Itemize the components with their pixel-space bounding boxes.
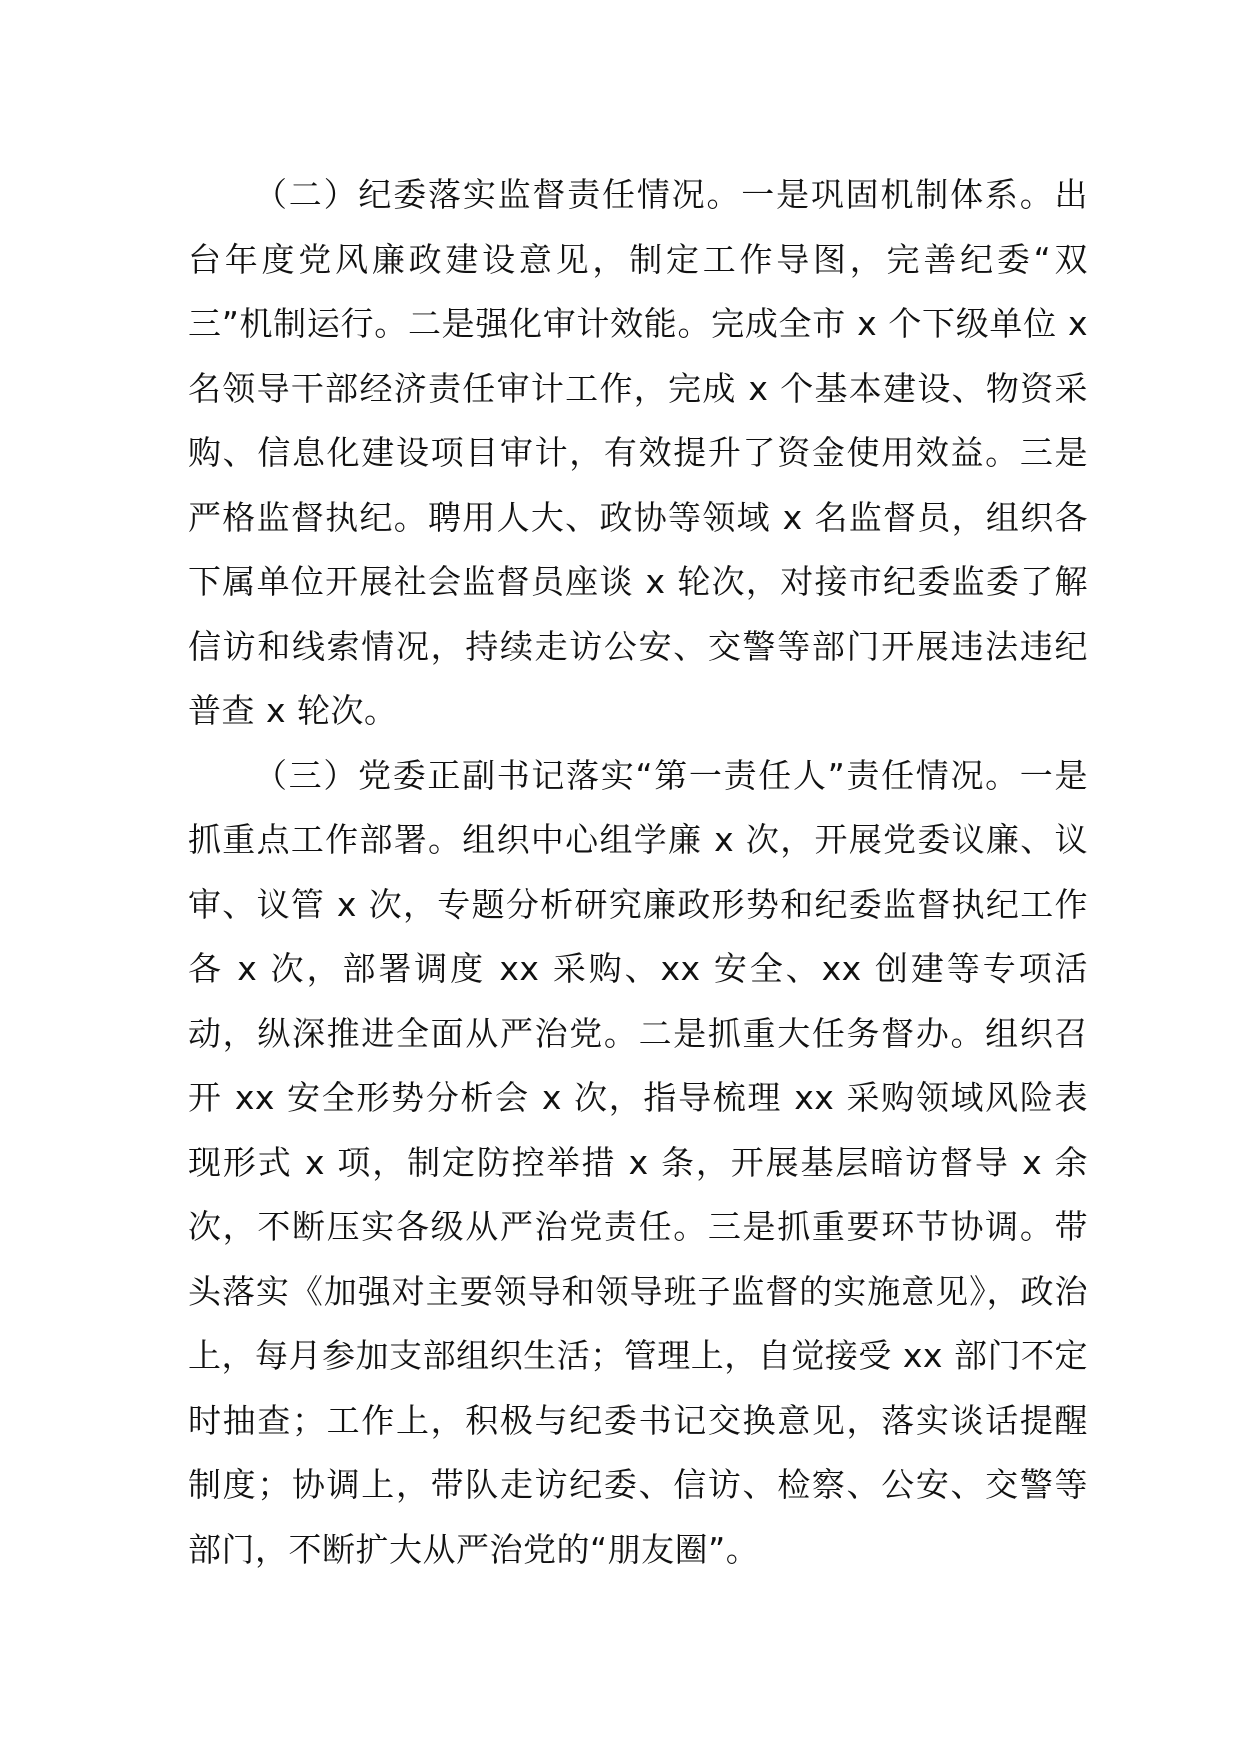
paragraph-discipline-committee-supervision: （二）纪委落实监督责任情况。一是巩固机制体系。出台年度党风廉政建设意见，制定工作导图，完善纪委“双三”机制运行。二是强化审计效能。完成全市 x 个下级单位 x 名领导干部经济责任审计工作，完成 x 个基本建设、物资采购、信息化建设项目审计，有效提升了资金使用效益。三是严格监督执纪。聘用人大、政协等领域 x 名监督员，组织各下属单位开展社会监督员座谈 x 轮次，对接市纪委监委了解信访和线索情况，持续走访公安、交警等部门开展违法违纪普查 x 轮次。 <box>188 175 1088 730</box>
paragraph-party-secretary-responsibility: （三）党委正副书记落实“第一责任人”责任情况。一是抓重点工作部署。组织中心组学廉 x 次，开展党委议廉、议审、议管 x 次，专题分析研究廉政形势和纪委监督执纪工作各 x 次，部署调度 xx 采购、xx 安全、xx 创建等专项活动，纵深推进全面从严治党。二是抓重大任务督办。组织召开 xx 安全形势分析会 x 次，指导梳理 xx 采购领域风险表现形式 x 项，制定防控举措 x 条，开展基层暗访督导 x 余次，不断压实各级从严治党责任。三是抓重要环节协调。带头落实《加强对主要领导和领导班子监督的实施意见》，政治上，每月参加支部组织生活；管理上，自觉接受 xx 部门不定时抽查；工作上，积极与纪委书记交换意见，落实谈话提醒制度；协调上，带队走访纪委、信访、检察、公安、交警等部门，不断扩大从严治党的“朋友圈”。 <box>188 755 1088 1569</box>
document-body <box>188 163 1088 1582</box>
